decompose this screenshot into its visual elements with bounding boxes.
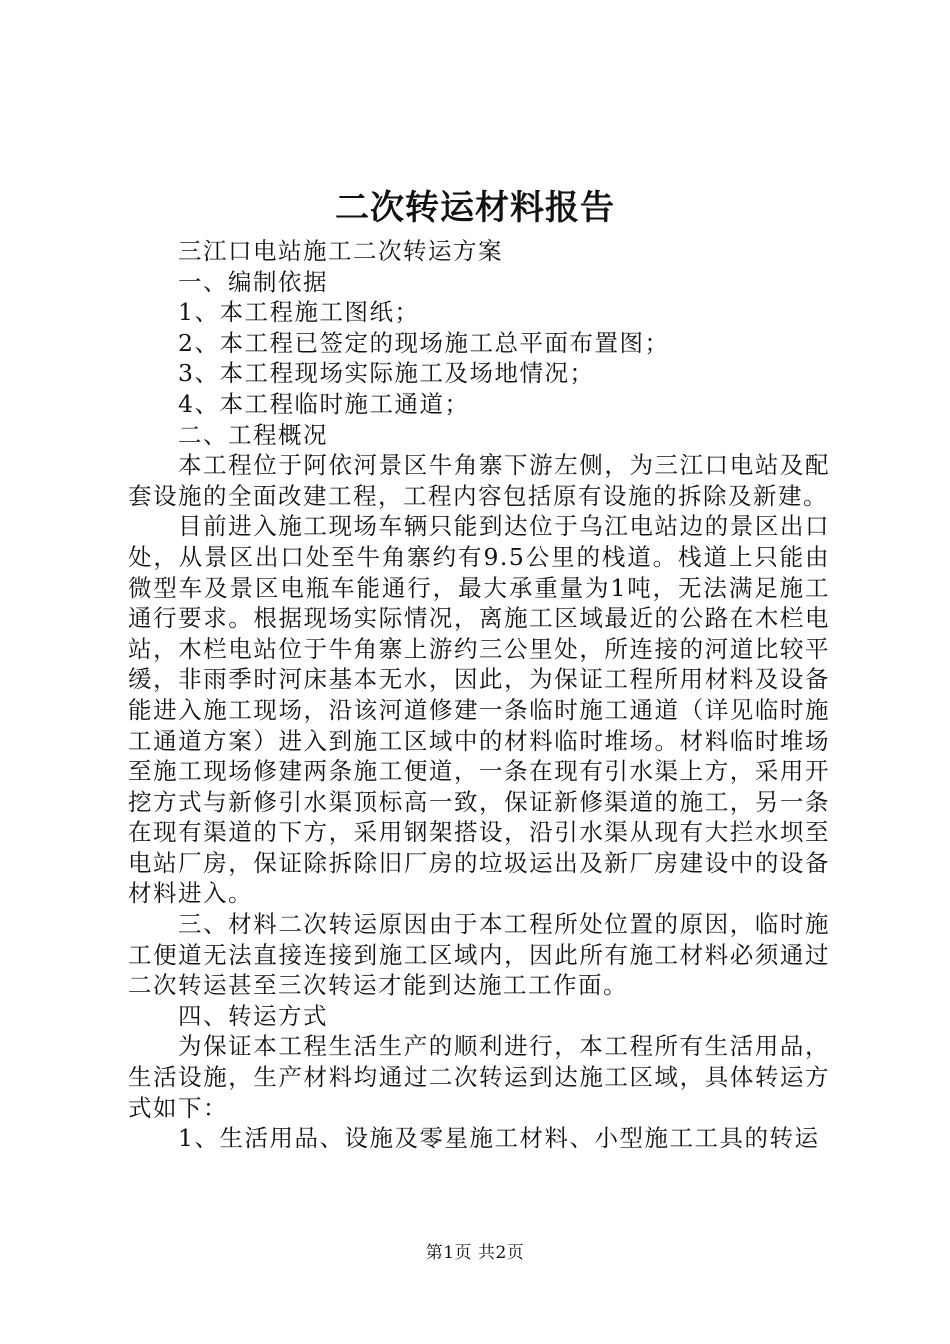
overview-paragraph: 本工程位于阿依河景区牛角寨下游左侧，为三江口电站及配套设施的全面改建工程，工程内容包括原有设施的拆除及新建。 — [128, 451, 830, 510]
transfer-reason-paragraph: 三、材料二次转运原因由于本工程所处位置的原因，临时施工便道无法直接连接到施工区域内，因此所有施工材料必须通过二次转运甚至三次转运才能到达施工工作面。 — [128, 910, 830, 1000]
transfer-method-paragraph: 为保证本工程生活生产的顺利进行，本工程所有生活用品，生活设施，生产材料均通过二次转运到达施工区域，具体转运方式如下： — [128, 1032, 830, 1122]
section-heading-overview: 二、工程概况 — [178, 420, 328, 449]
basis-item-3: 3、本工程现场实际施工及场地情况； — [178, 359, 595, 388]
plan-title-line: 三江口电站施工二次转运方案 — [178, 237, 503, 265]
section-heading-transfer-method: 四、转运方式 — [178, 1001, 328, 1030]
page-footer: 第1页 共2页 — [425, 1243, 525, 1263]
basis-item-2: 2、本工程已签定的现场施工总平面布置图； — [178, 328, 670, 357]
basis-item-4: 4、本工程临时施工通道； — [178, 389, 470, 418]
site-access-paragraph: 目前进入施工现场车辆只能到达位于乌江电站边的景区出口处，从景区出口处至牛角寨约有9.5公里的栈道。栈道上只能由微型车及景区电瓶车能通行，最大承重量为1吨，无法满足施工通行要求。根据现场实际情况，离施工区域最近的公路在木栏电站，木栏电站位于牛角寨上游约三公里处，所连接的河道比较平缓，非雨季时河床基本无水，因此，为保证工程所用材料及设备能进入施工现场，沿该河道修建一条临时施工通道（详见临时施工通道方案）进入到施工区域中的材料临时堆场。材料临时堆场至施工现场修建两条施工便道，一条在现有引水渠上方，采用开挖方式与新修引水渠顶标高一致，保证新修渠道的施工，另一条在现有渠道的下方，采用钢架搭设，沿引水渠从现有大拦水坝至电站厂房，保证除拆除旧厂房的垃圾运出及新厂房建设中的设备材料进入。 — [128, 512, 830, 908]
document-body — [128, 236, 830, 1154]
section-heading-basis: 一、编制依据 — [178, 267, 328, 296]
document-title: 二次转运材料报告 — [335, 188, 615, 228]
transfer-method-item-1: 1、生活用品、设施及零星施工材料、小型施工工具的转运 — [178, 1124, 820, 1153]
basis-item-1: 1、本工程施工图纸； — [178, 298, 420, 327]
